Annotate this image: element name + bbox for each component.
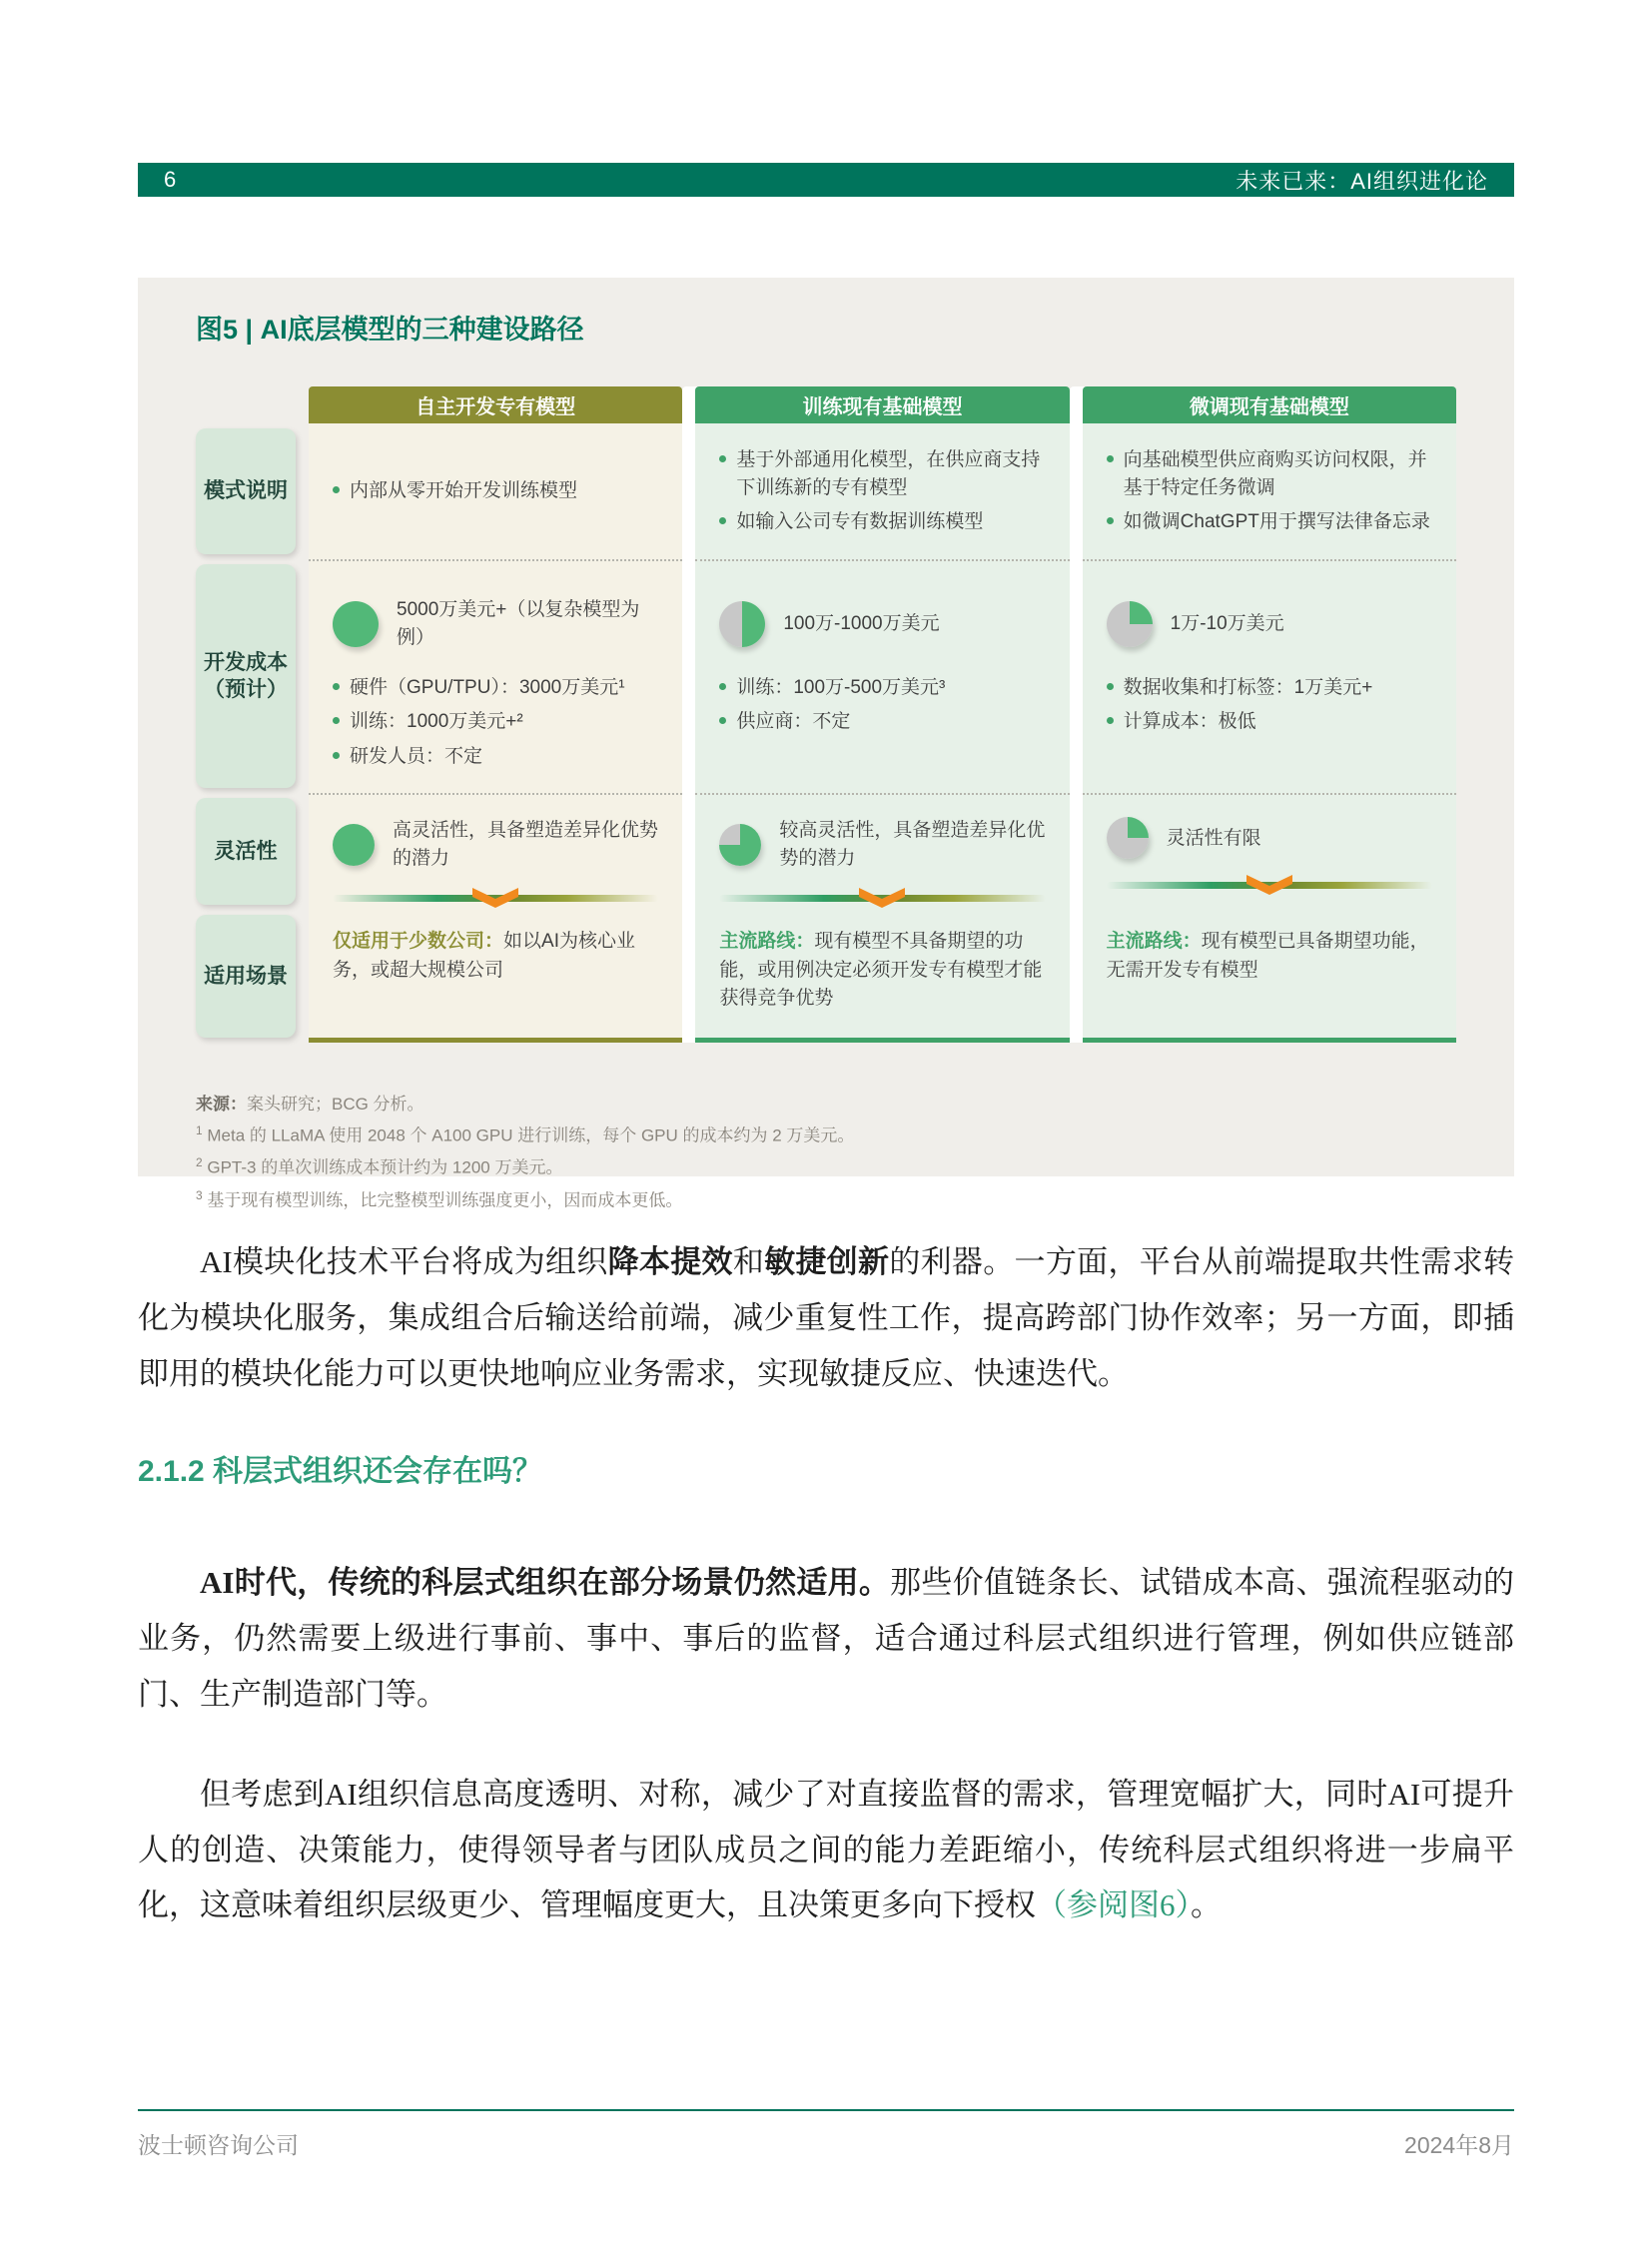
footer-company: 波士顿咨询公司 bbox=[138, 2132, 299, 2158]
cell-flex-col3 bbox=[1083, 793, 1456, 910]
cell-mode-col3 bbox=[1083, 423, 1456, 559]
bold-lead-sentence: AI时代，传统的科层式组织在部分场景仍然适用。 bbox=[200, 1565, 891, 1601]
scenario-text: 现有模型不具备期望的功能，或用例决定必须开发专有模型才能获得竞争优势 bbox=[719, 931, 1043, 1010]
cell-cost-col1 bbox=[309, 559, 682, 794]
footnote-sup: 2 bbox=[196, 1155, 203, 1170]
row-label-text2: （预计） bbox=[204, 677, 288, 701]
column-header-self-develop: 自主开发专有模型 bbox=[309, 386, 682, 423]
cell-cost-col3 bbox=[1083, 559, 1456, 794]
report-title: 未来已来：AI组织进化论 bbox=[1236, 168, 1488, 194]
paragraph-text: 和 bbox=[732, 1244, 765, 1279]
page-number: 6 bbox=[164, 167, 177, 192]
cell-scenario-col1 bbox=[309, 910, 682, 1043]
footnote-sup: 3 bbox=[196, 1187, 203, 1202]
path-arrow-strip bbox=[719, 888, 1045, 910]
down-chevron-icon bbox=[859, 888, 905, 908]
source-text: 案头研究；BCG 分析。 bbox=[247, 1094, 424, 1114]
bullet-item: 数据收集和打标签：1万美元+ bbox=[1107, 674, 1432, 702]
bullet-item: 基于外部通用化模型，在供应商支持下训练新的专有模型 bbox=[719, 446, 1045, 501]
bullet-item: 计算成本：极低 bbox=[1107, 708, 1432, 736]
body-text bbox=[138, 1176, 1514, 1933]
row-label-text: 灵活性 bbox=[214, 840, 278, 864]
row-label-flexibility bbox=[196, 793, 296, 910]
bullet-item: 向基础模型供应商购买访问权限，并基于特定任务微调 bbox=[1107, 446, 1432, 501]
footer-date: 2024年8月 bbox=[1404, 2132, 1514, 2158]
bullet-item: 内部从零开始开发训练模型 bbox=[333, 477, 658, 505]
row-label-text: 开发成本 bbox=[204, 650, 288, 674]
paragraph-1 bbox=[138, 1234, 1514, 1401]
scenario-lead: 主流路线： bbox=[719, 931, 815, 953]
pie-chart-flex-25 bbox=[1107, 817, 1149, 859]
source-label: 来源： bbox=[196, 1094, 247, 1114]
paragraph-text: 但考虑到AI组织信息高度透明、对称，减少了对直接监督的需求，管理宽幅扩大，同时AI可提升人的创造、决策能力，使得领导者与团队成员之间的能力差距缩小，传统科层式组织将进一步扁平化，这意味着组织层级更少、管理幅度更大，且决策更多向下授权 bbox=[138, 1776, 1514, 1923]
paragraph-2 bbox=[138, 1555, 1514, 1722]
bullet-item: 供应商：不定 bbox=[719, 708, 1045, 736]
bullet-item: 硬件（GPU/TPU）：3000万美元¹ bbox=[333, 674, 658, 702]
cost-headline: 100万-1000万美元 bbox=[783, 612, 940, 634]
cell-flex-col2 bbox=[695, 793, 1069, 910]
flex-text: 较高灵活性，具备塑造差异化优势的潜力 bbox=[779, 820, 1046, 869]
cost-headline: 5000万美元+（以复杂模型为例） bbox=[397, 599, 640, 648]
cell-flex-col1 bbox=[309, 793, 682, 910]
flex-text: 高灵活性，具备塑造差异化优势的潜力 bbox=[393, 820, 659, 869]
column-header-finetune-existing: 微调现有基础模型 bbox=[1083, 386, 1456, 423]
table-corner-empty bbox=[196, 386, 296, 423]
cell-mode-col1 bbox=[309, 423, 682, 559]
pie-chart-flex-100 bbox=[333, 824, 375, 866]
pie-chart-cost-25 bbox=[1107, 601, 1153, 647]
pie-chart-flex-75 bbox=[719, 824, 761, 866]
bullet-item: 研发人员：不定 bbox=[333, 743, 658, 771]
paragraph-text: 的利器。一方面，平台从前端提取共性需求转化为模块化服务，集成组合后输送给前端，减少重复性工作，提高跨部门协作效率；另一方面，即插即用的模块化能力可以更快地响应业务需求，实现敏捷反应、快速迭代。 bbox=[138, 1244, 1515, 1391]
paragraph-text: 。 bbox=[1191, 1887, 1222, 1923]
bullet-item: 如微调ChatGPT用于撰写法律备忘录 bbox=[1107, 508, 1432, 536]
page-footer bbox=[138, 2109, 1514, 2160]
row-label-scenario bbox=[196, 910, 296, 1043]
path-arrow-strip bbox=[333, 888, 658, 910]
cell-scenario-col2 bbox=[695, 910, 1069, 1043]
flex-text: 灵活性有限 bbox=[1166, 827, 1261, 849]
path-arrow-strip bbox=[1107, 875, 1432, 897]
scenario-lead: 主流路线： bbox=[1106, 931, 1202, 953]
footnote-text: GPT-3 的单次训练成本预计约为 1200 万美元。 bbox=[207, 1158, 563, 1178]
footnote-sup: 1 bbox=[196, 1123, 203, 1138]
bullet-item: 训练：100万-500万美元³ bbox=[719, 674, 1045, 702]
down-chevron-icon bbox=[1246, 875, 1292, 895]
footnote-1 bbox=[196, 1120, 1456, 1151]
scenario-lead: 仅适用于少数公司： bbox=[333, 931, 504, 953]
column-header-train-existing: 训练现有基础模型 bbox=[695, 386, 1069, 423]
bold-phrase: 降本提效 bbox=[607, 1244, 733, 1279]
cell-mode-col2 bbox=[695, 423, 1069, 559]
pie-chart-cost-100 bbox=[333, 601, 379, 647]
scenario-text: 现有模型已具备期望功能，无需开发专有模型 bbox=[1106, 931, 1429, 981]
bullet-item: 训练：1000万美元+² bbox=[333, 708, 658, 736]
cell-cost-col2 bbox=[695, 559, 1069, 794]
row-label-mode bbox=[196, 423, 296, 559]
footnote-text: Meta 的 LLaMA 使用 2048 个 A100 GPU 进行训练，每个 GPU 的成本约为 2 万美元。 bbox=[207, 1125, 855, 1145]
figure5-panel bbox=[138, 278, 1514, 1210]
row-label-text: 模式说明 bbox=[204, 479, 288, 503]
cell-scenario-col3 bbox=[1083, 910, 1456, 1043]
pie-chart-cost-50 bbox=[719, 601, 765, 647]
down-chevron-icon bbox=[472, 888, 518, 908]
figure6-reference-link[interactable]: （参阅图6） bbox=[1036, 1887, 1191, 1923]
bold-phrase: 敏捷创新 bbox=[764, 1244, 890, 1279]
bullet-item: 如输入公司专有数据训练模型 bbox=[719, 508, 1045, 536]
row-label-text: 适用场景 bbox=[204, 964, 288, 988]
footnote-text: 基于现有模型训练，比完整模型训练强度更小，因而成本更低。 bbox=[207, 1190, 683, 1210]
paragraph-text: 那些价值链条长、试错成本高、强流程驱动的业务，仍然需要上级进行事前、事中、事后的监督，适合通过科层式组织进行管理，例如供应链部门、生产制造部门等。 bbox=[138, 1565, 1514, 1712]
section-heading-212: 2.1.2 科层式组织还会存在吗？ bbox=[138, 1455, 543, 1489]
paragraph-text: AI模块化技术平台将成为组织 bbox=[200, 1244, 608, 1279]
cost-headline: 1万-10万美元 bbox=[1170, 612, 1284, 634]
page-header bbox=[138, 163, 1514, 197]
row-label-cost bbox=[196, 559, 296, 794]
figure-table bbox=[196, 386, 1456, 1043]
paragraph-3 bbox=[138, 1767, 1514, 1933]
figure-title: 图5 | AI底层模型的三种建设路径 bbox=[196, 315, 584, 345]
scenario-text: 如以AI为核心业务，或超大规模公司 bbox=[333, 931, 635, 981]
